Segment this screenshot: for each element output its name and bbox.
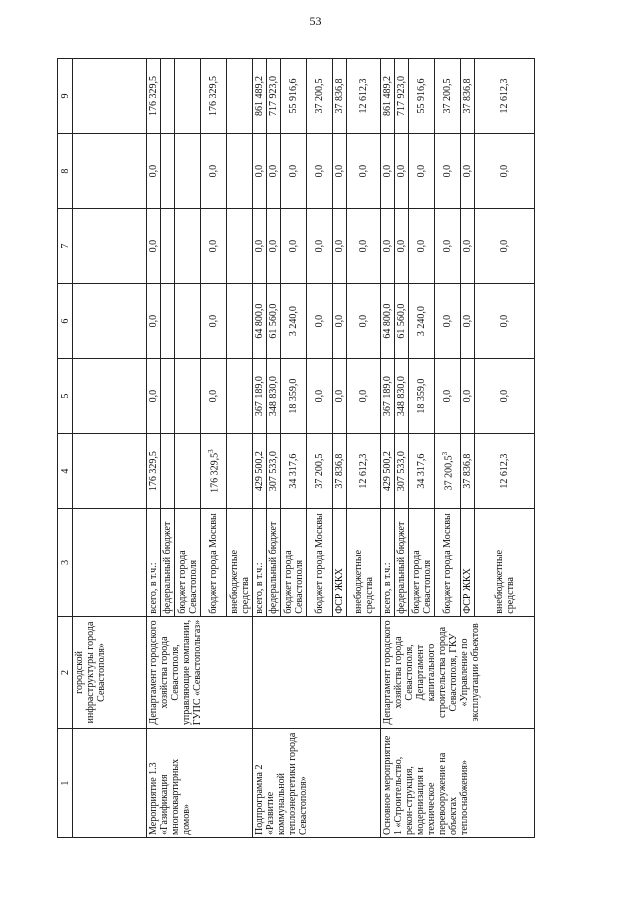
- col-header: 8: [58, 134, 73, 209]
- cont-col7: [73, 209, 147, 284]
- amount-value: 0,0: [499, 314, 510, 328]
- amount-cell: [475, 359, 535, 434]
- amount-cell: [395, 59, 409, 134]
- amount-cell: [267, 134, 281, 209]
- amount-cell: [227, 359, 253, 434]
- amount-cell: [267, 359, 281, 434]
- amount-value: 176 329,5: [209, 452, 221, 493]
- amount-cell: [161, 434, 175, 509]
- amount-cell: [333, 59, 347, 134]
- amount-value: 0,0: [254, 239, 265, 253]
- funding-source: внебюджетные средства: [475, 509, 535, 617]
- amount-cell: [461, 434, 475, 509]
- col-header: 9: [58, 59, 73, 134]
- amount-value: 3 240,0: [288, 306, 299, 337]
- amount-value: 12 612,3: [499, 453, 510, 489]
- amount-cell: [201, 134, 227, 209]
- amount-value: 18 359,0: [416, 378, 427, 414]
- amount-value: 0,0: [416, 164, 427, 178]
- amount-cell: [175, 134, 201, 209]
- amount-value: 429 500,2: [254, 451, 265, 492]
- amount-value: 61 560,0: [396, 303, 407, 339]
- budget-table: [57, 58, 535, 838]
- amount-cell: [281, 434, 307, 509]
- amount-cell: [201, 434, 227, 509]
- amount-value: 0,0: [148, 389, 159, 403]
- col-header: 6: [58, 284, 73, 359]
- amount-value: 61 560,0: [268, 303, 279, 339]
- amount-value: 367 189,0: [254, 376, 265, 417]
- amount-value: 0,0: [442, 389, 453, 403]
- amount-cell: [381, 134, 395, 209]
- amount-cell: [347, 359, 381, 434]
- amount-value: 0,0: [148, 239, 159, 253]
- amount-value: 37 836,8: [462, 78, 473, 114]
- table-row: [147, 59, 161, 838]
- amount-cell: [201, 209, 227, 284]
- amount-cell: [281, 209, 307, 284]
- amount-value: 0,0: [396, 164, 407, 178]
- funding-source: ФСР ЖКХ: [461, 509, 475, 617]
- amount-value: 37 200,5: [443, 455, 455, 491]
- amount-cell: [347, 434, 381, 509]
- amount-value: 0,0: [314, 389, 325, 403]
- amount-cell: [307, 359, 333, 434]
- amount-cell: [347, 134, 381, 209]
- amount-value: 0,0: [254, 164, 265, 178]
- amount-value: 0,0: [358, 239, 369, 253]
- amount-value: 0,0: [462, 314, 473, 328]
- amount-cell: [253, 134, 267, 209]
- amount-value: 0,0: [462, 164, 473, 178]
- page-number: 53: [309, 14, 322, 28]
- footnote-mark: 3: [207, 449, 216, 453]
- amount-value: 0,0: [382, 239, 393, 253]
- amount-cell: [147, 359, 161, 434]
- amount-cell: [267, 434, 281, 509]
- amount-value: 0,0: [442, 239, 453, 253]
- amount-cell: [475, 284, 535, 359]
- amount-value: 429 500,2: [382, 451, 393, 492]
- funding-source: ФСР ЖКХ: [333, 509, 347, 617]
- amount-cell: [253, 359, 267, 434]
- amount-cell: [161, 284, 175, 359]
- amount-cell: [307, 434, 333, 509]
- item-name: Мероприятие 1.3 «Газификация многоквартирных домов»: [147, 729, 253, 838]
- cont-col1: [73, 729, 147, 838]
- amount-cell: [435, 359, 461, 434]
- amount-value: 37 200,5: [314, 453, 325, 489]
- funding-source: бюджет города Севастополя: [409, 509, 435, 617]
- amount-cell: [267, 209, 281, 284]
- amount-cell: [435, 59, 461, 134]
- amount-cell: [201, 284, 227, 359]
- amount-value: 0,0: [358, 389, 369, 403]
- amount-cell: [347, 59, 381, 134]
- amount-cell: [395, 284, 409, 359]
- amount-cell: [475, 434, 535, 509]
- amount-cell: [395, 359, 409, 434]
- amount-cell: [461, 209, 475, 284]
- col-header: 2: [58, 616, 73, 729]
- amount-cell: [161, 359, 175, 434]
- item-name: Основное мероприятие 1 «Строительство, рекон-струкция, модернизация и техническое перевооружение на объектах теплоснабжения»: [381, 729, 535, 838]
- amount-cell: [307, 284, 333, 359]
- amount-value: 64 800,0: [382, 303, 393, 339]
- amount-value: 12 612,3: [499, 78, 510, 114]
- funding-source: бюджет города Москвы: [435, 509, 461, 617]
- amount-value: 176 329,5: [148, 76, 159, 117]
- col-header: 4: [58, 434, 73, 509]
- funding-source: бюджет города Севастополя: [175, 509, 201, 617]
- amount-value: 34 317,6: [288, 453, 299, 489]
- funding-source: всего, в т.ч.:: [253, 509, 267, 617]
- amount-cell: [381, 59, 395, 134]
- amount-value: 0,0: [462, 239, 473, 253]
- amount-value: 55 916,6: [416, 78, 427, 114]
- amount-value: 0,0: [314, 239, 325, 253]
- cont-executor: городской инфраструктуры города Севастополя»: [73, 616, 147, 729]
- amount-value: 367 189,0: [382, 376, 393, 417]
- cont-col3: [73, 509, 147, 617]
- amount-value: 861 489,2: [254, 76, 265, 117]
- cont-col9: [73, 59, 147, 134]
- amount-cell: [435, 434, 461, 509]
- item-executor: Департамент городского хозяйства города Севастополя, управляющие компании, ГУПС «Севастопольгаз»: [147, 616, 253, 729]
- amount-value: 0,0: [208, 164, 219, 178]
- amount-cell: [307, 134, 333, 209]
- amount-value: 717 923,0: [396, 76, 407, 117]
- amount-value: 64 800,0: [254, 303, 265, 339]
- amount-value: 0,0: [442, 164, 453, 178]
- amount-value: 0,0: [208, 239, 219, 253]
- amount-cell: [409, 284, 435, 359]
- amount-cell: [147, 284, 161, 359]
- amount-cell: [227, 209, 253, 284]
- funding-source: всего, в т.ч.:: [381, 509, 395, 617]
- amount-cell: [253, 59, 267, 134]
- cont-col8: [73, 134, 147, 209]
- amount-cell: [381, 284, 395, 359]
- amount-cell: [307, 209, 333, 284]
- amount-cell: [409, 434, 435, 509]
- continuation-row: [73, 59, 147, 838]
- amount-cell: [161, 134, 175, 209]
- amount-cell: [435, 284, 461, 359]
- table-row: [253, 59, 267, 838]
- amount-value: 0,0: [334, 389, 345, 403]
- amount-value: 348 830,0: [396, 376, 407, 417]
- amount-value: 0,0: [382, 164, 393, 178]
- amount-cell: [253, 434, 267, 509]
- funding-source: бюджет города Севастополя: [281, 509, 307, 617]
- funding-source: внебюджетные средства: [227, 509, 253, 617]
- amount-value: 0,0: [334, 314, 345, 328]
- col-header: 1: [58, 729, 73, 838]
- amount-value: 0,0: [334, 164, 345, 178]
- amount-value: 0,0: [499, 389, 510, 403]
- amount-value: 0,0: [358, 164, 369, 178]
- amount-cell: [435, 209, 461, 284]
- amount-cell: [175, 59, 201, 134]
- col-header: 7: [58, 209, 73, 284]
- amount-value: 0,0: [358, 314, 369, 328]
- amount-cell: [281, 359, 307, 434]
- amount-value: 0,0: [416, 239, 427, 253]
- amount-value: 717 923,0: [268, 76, 279, 117]
- amount-value: 37 200,5: [442, 78, 453, 114]
- amount-cell: [175, 209, 201, 284]
- amount-value: 176 329,5: [208, 76, 219, 117]
- amount-value: 0,0: [148, 164, 159, 178]
- amount-cell: [175, 284, 201, 359]
- amount-cell: [461, 59, 475, 134]
- funding-source: федеральный бюджет: [395, 509, 409, 617]
- amount-cell: [461, 359, 475, 434]
- amount-cell: [227, 284, 253, 359]
- amount-value: 34 317,6: [416, 453, 427, 489]
- amount-value: 18 359,0: [288, 378, 299, 414]
- amount-cell: [227, 134, 253, 209]
- funding-source: бюджет города Москвы: [201, 509, 227, 617]
- amount-cell: [475, 59, 535, 134]
- amount-value: 0,0: [499, 164, 510, 178]
- amount-cell: [475, 209, 535, 284]
- amount-cell: [409, 59, 435, 134]
- amount-cell: [347, 209, 381, 284]
- rotated-table-container: [57, 58, 567, 838]
- amount-cell: [333, 359, 347, 434]
- amount-value: 0,0: [208, 389, 219, 403]
- amount-cell: [461, 134, 475, 209]
- amount-cell: [227, 434, 253, 509]
- cont-col4: [73, 434, 147, 509]
- amount-cell: [381, 359, 395, 434]
- amount-cell: [281, 284, 307, 359]
- amount-cell: [333, 134, 347, 209]
- amount-value: 3 240,0: [416, 306, 427, 337]
- amount-value: 0,0: [442, 314, 453, 328]
- item-name: Подпрограмма 2 «Развитие коммунальной теплоэнергетики города Севастополя»: [253, 729, 381, 838]
- amount-cell: [161, 59, 175, 134]
- amount-value: 0,0: [268, 239, 279, 253]
- col-header: 3: [58, 509, 73, 617]
- col-header: 5: [58, 359, 73, 434]
- amount-cell: [435, 134, 461, 209]
- amount-value: 55 916,6: [288, 78, 299, 114]
- item-executor: Департамент городского хозяйства города Севастополя, Департамент капитального строительства города Севастополя, ГКУ «Управление по эксплуатации объектов: [381, 616, 535, 729]
- amount-value: 0,0: [268, 164, 279, 178]
- amount-cell: [175, 359, 201, 434]
- amount-value: 0,0: [288, 164, 299, 178]
- amount-cell: [461, 284, 475, 359]
- amount-cell: [267, 59, 281, 134]
- amount-value: 861 489,2: [382, 76, 393, 117]
- amount-cell: [409, 359, 435, 434]
- amount-cell: [147, 134, 161, 209]
- amount-cell: [227, 59, 253, 134]
- amount-cell: [347, 284, 381, 359]
- amount-cell: [395, 134, 409, 209]
- amount-cell: [333, 209, 347, 284]
- amount-value: 37 836,8: [462, 453, 473, 489]
- amount-cell: [201, 359, 227, 434]
- amount-value: 0,0: [499, 239, 510, 253]
- amount-value: 37 836,8: [334, 453, 345, 489]
- amount-cell: [307, 59, 333, 134]
- amount-cell: [409, 134, 435, 209]
- footnote-mark: 3: [441, 451, 450, 456]
- amount-value: 0,0: [396, 239, 407, 253]
- amount-cell: [409, 209, 435, 284]
- amount-cell: [267, 284, 281, 359]
- amount-value: 176 329,5: [148, 451, 159, 492]
- amount-cell: [333, 434, 347, 509]
- amount-value: 0,0: [288, 239, 299, 253]
- amount-cell: [395, 209, 409, 284]
- amount-value: 307 533,0: [268, 451, 279, 492]
- amount-value: 0,0: [334, 239, 345, 253]
- amount-cell: [475, 134, 535, 209]
- amount-cell: [281, 134, 307, 209]
- cont-col6: [73, 284, 147, 359]
- table-row: [381, 59, 395, 838]
- funding-source: внебюджетные средства: [347, 509, 381, 617]
- amount-value: 307 533,0: [396, 451, 407, 492]
- amount-cell: [395, 434, 409, 509]
- amount-value: 348 830,0: [268, 376, 279, 417]
- header-row: [58, 59, 73, 838]
- item-executor: [253, 616, 381, 729]
- amount-cell: [253, 209, 267, 284]
- amount-value: 0,0: [462, 389, 473, 403]
- funding-source: федеральный бюджет: [267, 509, 281, 617]
- amount-cell: [281, 59, 307, 134]
- amount-value: 12 612,3: [358, 78, 369, 114]
- amount-cell: [147, 59, 161, 134]
- amount-cell: [175, 434, 201, 509]
- amount-value: 0,0: [148, 314, 159, 328]
- amount-value: 0,0: [208, 314, 219, 328]
- funding-source: бюджет города Москвы: [307, 509, 333, 617]
- amount-value: 0,0: [314, 314, 325, 328]
- amount-value: 37 200,5: [314, 78, 325, 114]
- amount-cell: [147, 434, 161, 509]
- amount-value: 0,0: [314, 164, 325, 178]
- amount-value: 37 836,8: [334, 78, 345, 114]
- amount-cell: [201, 59, 227, 134]
- funding-source: федеральный бюджет: [161, 509, 175, 617]
- funding-source: всего, в т.ч.:: [147, 509, 161, 617]
- amount-cell: [161, 209, 175, 284]
- amount-value: 12 612,3: [358, 453, 369, 489]
- amount-cell: [381, 209, 395, 284]
- amount-cell: [381, 434, 395, 509]
- cont-col5: [73, 359, 147, 434]
- amount-cell: [147, 209, 161, 284]
- amount-cell: [253, 284, 267, 359]
- amount-cell: [333, 284, 347, 359]
